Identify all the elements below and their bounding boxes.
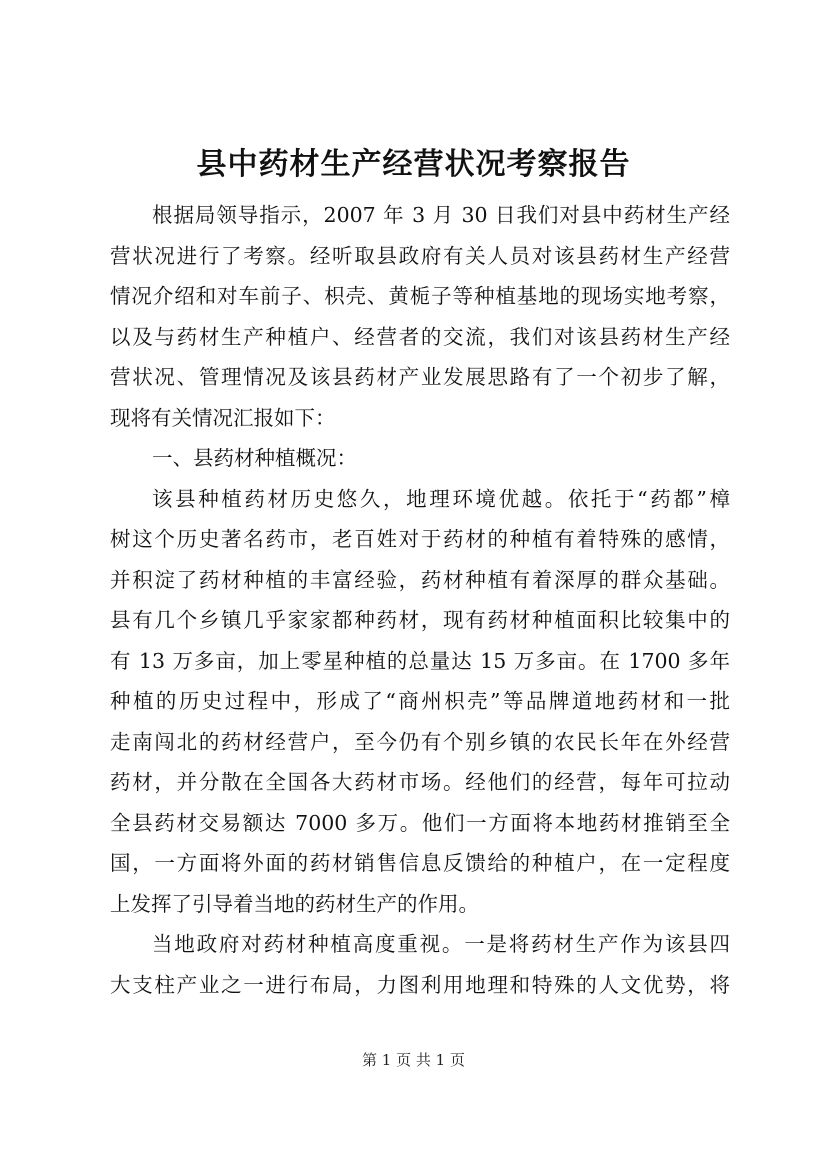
body-line: 全县药材交易额达 7000 多万。他们一方面将本地药材推销至全	[110, 810, 730, 835]
body-line: 种植的历史过程中，形成了“商州枳壳”等品牌道地药材和一批	[110, 689, 730, 713]
body-line: 树这个历史著名药市，老百姓对于药材的种植有着特殊的感情，	[110, 527, 730, 551]
page-number-footer: 第 1 页 共 1 页	[362, 1051, 465, 1069]
body-line: 大支柱产业之一进行布局，力图利用地理和特殊的人文优势，将	[110, 972, 730, 997]
body-line: 并积淀了药材种植的丰富经验，药材种植有着深厚的群众基础。	[110, 567, 730, 592]
body-line: 国，一方面将外面的药材销售信息反馈给的种植户，在一定程度	[110, 851, 730, 875]
body-line: 药材，并分散在全国各大药材市场。经他们的经营，每年可拉动	[110, 770, 730, 794]
body-line: 现将有关情况汇报如下：	[110, 405, 336, 430]
body-line: 有 13 万多亩，加上零星种植的总量达 15 万多亩。在 1700 多年	[110, 648, 730, 673]
body-line: 营状况进行了考察。经听取县政府有关人员对该县药材生产经营	[110, 243, 730, 268]
document-title: 县中药材生产经营状况考察报告	[196, 147, 631, 182]
body-line: 营状况、管理情况及该县药材产业发展思路有了一个初步了解，	[110, 365, 730, 389]
body-line: 当地政府对药材种植高度重视。一是将药材生产作为该县四	[152, 932, 730, 956]
body-line: 上发挥了引导着当地的药材生产的作用。	[110, 891, 479, 916]
body-line: 走南闯北的药材经营户，至今仍有个别乡镇的农民长年在外经营	[110, 729, 730, 754]
body-line: 根据局领导指示，2007 年 3 月 30 日我们对县中药材生产经	[152, 203, 730, 227]
body-line: 以及与药材生产种植户、经营者的交流，我们对该县药材生产经	[110, 324, 730, 349]
document-body	[110, 195, 730, 1005]
body-line: 该县种植药材历史悠久，地理环境优越。依托于“药都”樟	[152, 486, 730, 511]
body-line: 情况介绍和对车前子、枳壳、黄栀子等种植基地的现场实地考察，	[110, 284, 730, 308]
section-heading: 一、县药材种植概况：	[152, 446, 357, 470]
body-line: 县有几个乡镇几乎家家都种药材，现有药材种植面积比较集中的	[110, 608, 730, 632]
